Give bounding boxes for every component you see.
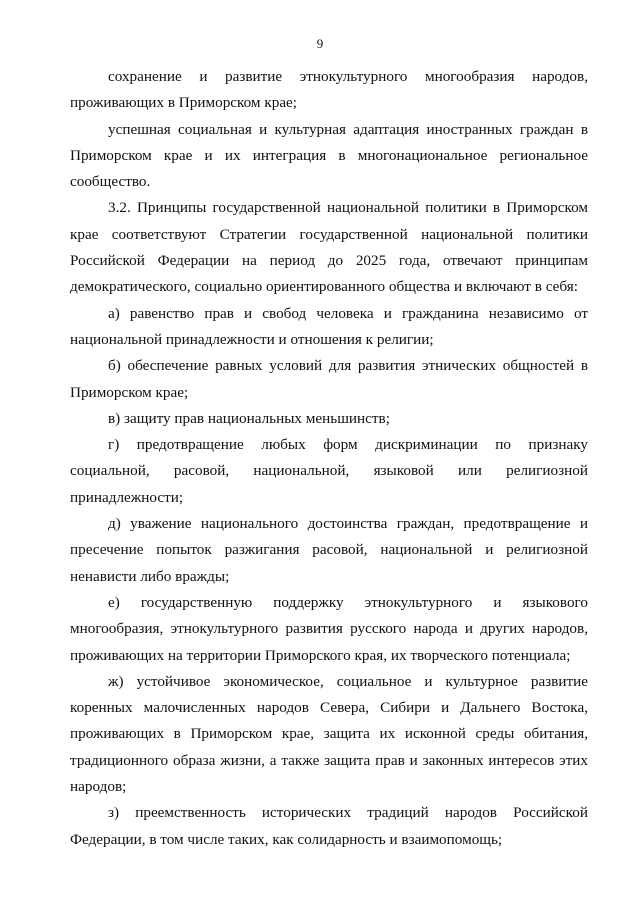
- list-item-g: г) предотвращение любых форм дискриминации по признаку социальной, расовой, национальной, языковой или религиозной принадлежности;: [70, 436, 588, 506]
- paragraph-intro-preservation: сохранение и развитие этнокультурного многообразия народов, проживающих в Приморском крае;: [70, 68, 588, 112]
- list-item-a: а) равенство прав и свобод человека и гражданина независимо от национальной принадлежности и отношения к религии;: [70, 304, 588, 348]
- list-item-zh: ж) устойчивое экономическое, социальное и культурное развитие коренных малочисленных народов Севера, Сибири и Дальнего Востока, проживающих в Приморском крае, защита их исконной среды обитания, традиционного образа жизни, а также защита прав и законных интересов этих народов;: [70, 672, 588, 796]
- list-item-b: б) обеспечение равных условий для развития этнических общностей в Приморском крае;: [70, 357, 588, 401]
- list-item-v: в) защиту прав национальных меньшинств;: [108, 409, 390, 427]
- list-item-d: д) уважение национального достоинства граждан, предотвращение и пресечение попыток разжигания расовой, национальной и религиозной ненависти либо вражды;: [70, 515, 588, 585]
- document-body: [70, 64, 588, 853]
- page-number: 9: [316, 36, 324, 51]
- paragraph-intro-adaptation: успешная социальная и культурная адаптация иностранных граждан в Приморском крае и их интеграция в многонациональное региональное сообщество.: [70, 120, 588, 191]
- paragraph-section-3-2: 3.2. Принципы государственной национальной политики в Приморском крае соответствуют Стратегии государственной национальной политики Российской Федерации на период до 2025 года, отвечают принципам демократического, социально ориентированного общества и включают в себя:: [70, 199, 588, 296]
- list-item-z: з) преемственность исторических традиций народов Российской Федерации, в том числе таких, как солидарность и взаимопомощь;: [70, 804, 588, 848]
- list-item-e: е) государственную поддержку этнокультурного и языкового многообразия, этнокультурного развития русского народа и других народов, проживающих на территории Приморского края, их творческого потенциала;: [70, 593, 588, 664]
